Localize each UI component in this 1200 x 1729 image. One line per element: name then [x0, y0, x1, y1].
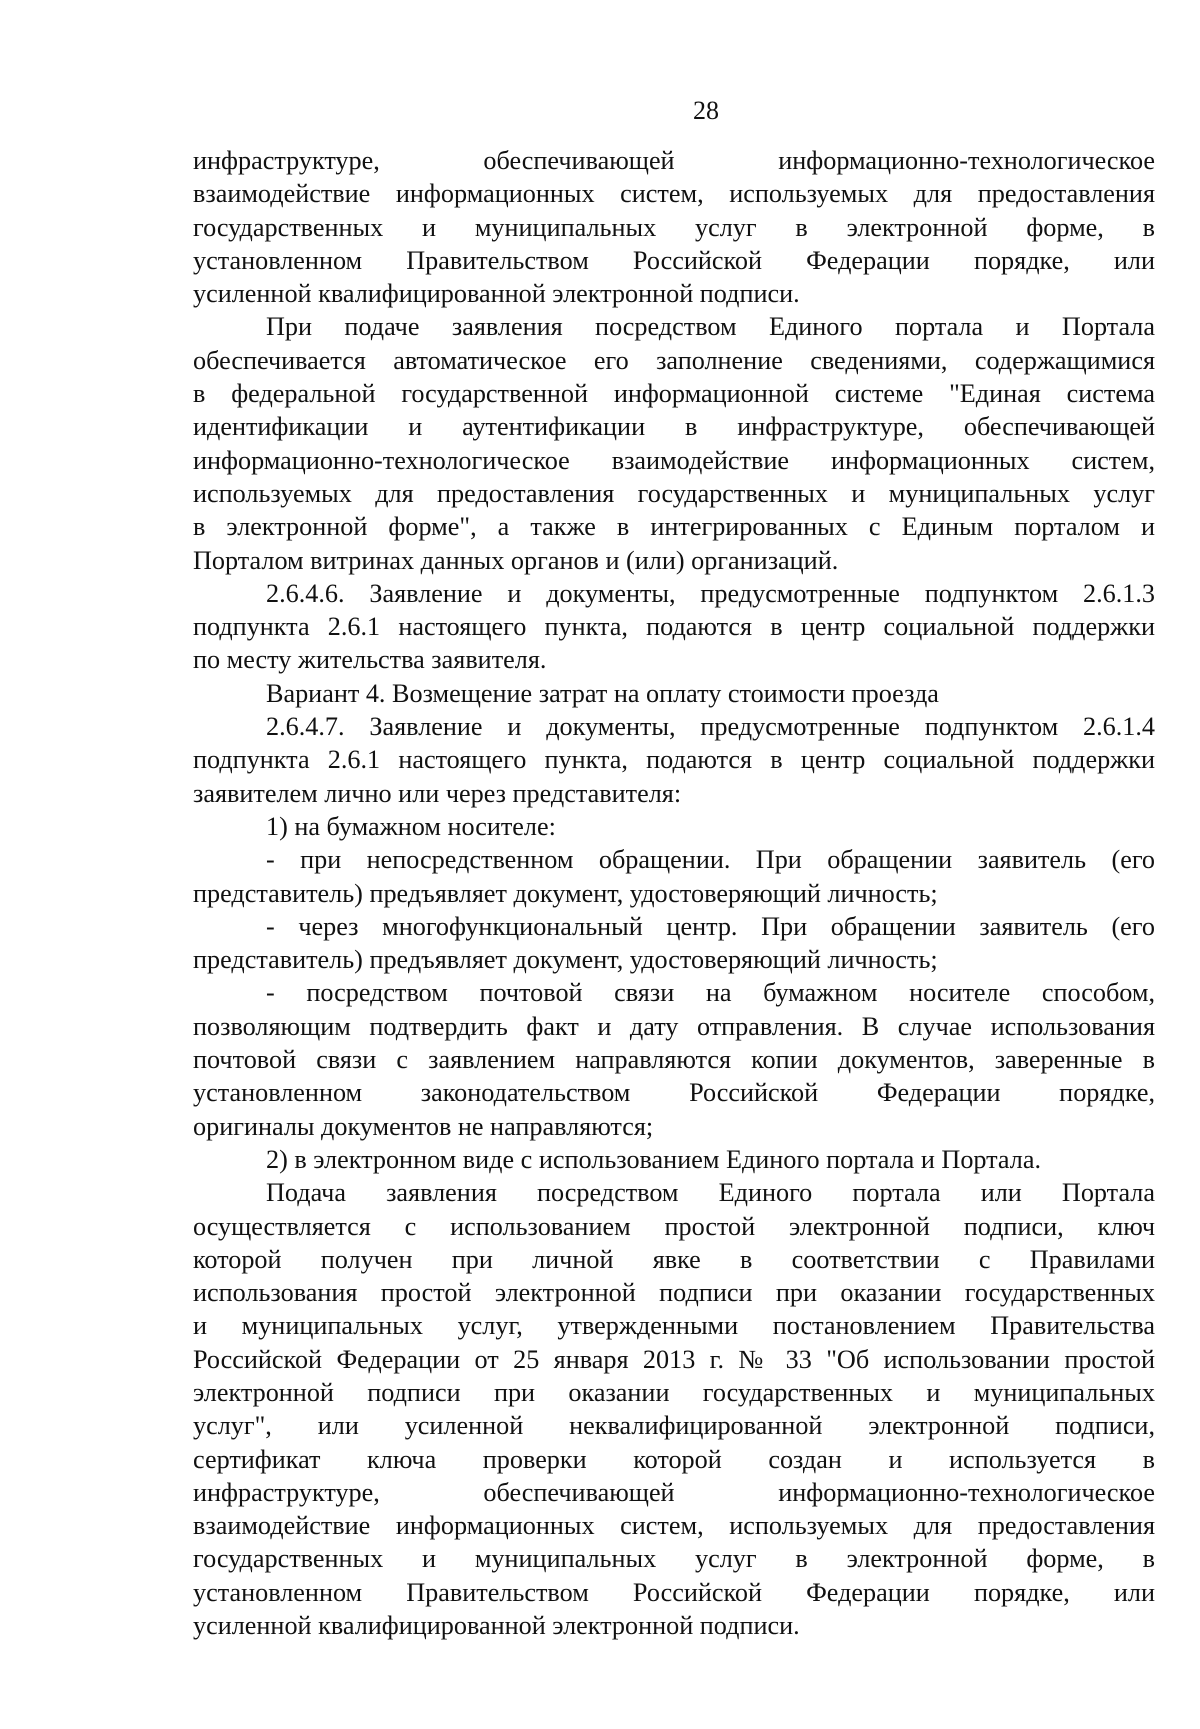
text-line: и муниципальных услуг, утвержденными постановлением Правительства — [193, 1311, 1155, 1341]
text-line: услуг", или усиленной неквалифицированной электронной подписи, — [193, 1411, 1155, 1441]
text-line: подпункта 2.6.1 настоящего пункта, подаются в центр социальной поддержки — [193, 612, 1155, 642]
text-line: представитель) предъявляет документ, удостоверяющий личность; — [193, 945, 938, 975]
text-line: заявителем лично или через представителя: — [193, 778, 682, 808]
text-line: Вариант 4. Возмещение затрат на оплату стоимости проезда — [266, 678, 939, 708]
text-line: 2.6.4.7. Заявление и документы, предусмотренные подпунктом 2.6.1.4 — [266, 712, 1155, 742]
text-line: подпункта 2.6.1 настоящего пункта, подаются в центр социальной поддержки — [193, 745, 1155, 775]
text-line: усиленной квалифицированной электронной подписи. — [193, 1611, 800, 1641]
text-line: государственных и муниципальных услуг в электронной форме, в — [193, 1544, 1155, 1574]
text-line: почтовой связи с заявлением направляются копии документов, заверенные в — [193, 1045, 1155, 1075]
text-line: 1) на бумажном носителе: — [266, 811, 556, 841]
text-line: взаимодействие информационных систем, используемых для предоставления — [193, 1511, 1155, 1541]
text-line: установленном законодательством Российской Федерации порядке, — [193, 1078, 1155, 1108]
text-line: осуществляется с использованием простой электронной подписи, ключ — [193, 1211, 1155, 1241]
text-line: - при непосредственном обращении. При обращении заявитель (его — [266, 845, 1155, 875]
text-line: При подаче заявления посредством Единого портала и Портала — [266, 312, 1155, 342]
page-number: 28 — [693, 96, 719, 125]
text-line: в федеральной государственной информационной системе "Единая система — [193, 379, 1155, 409]
text-line: инфраструктуре, обеспечивающей информационно-технологическое — [193, 146, 1155, 175]
text-line: государственных и муниципальных услуг в электронной форме, в — [193, 212, 1155, 242]
text-line: инфраструктуре, обеспечивающей информационно-технологическое — [193, 1477, 1155, 1507]
text-line: усиленной квалифицированной электронной подписи. — [193, 279, 800, 309]
text-line: взаимодействие информационных систем, используемых для предоставления — [193, 179, 1155, 209]
text-line: установленном Правительством Российской Федерации порядке, или — [193, 245, 1155, 275]
text-line: обеспечивается автоматическое его заполнение сведениями, содержащимися — [193, 345, 1155, 375]
text-line: 2) в электронном виде с использованием Единого портала и Портала. — [266, 1144, 1042, 1174]
text-line: представитель) предъявляет документ, удостоверяющий личность; — [193, 878, 938, 908]
text-line: Российской Федерации от 25 января 2013 г. № 33 "Об использовании простой — [193, 1344, 1155, 1374]
text-line: в электронной форме", а также в интегрированных с Единым порталом и — [193, 512, 1155, 542]
text-line: 2.6.4.6. Заявление и документы, предусмотренные подпунктом 2.6.1.3 — [266, 578, 1155, 608]
text-line: электронной подписи при оказании государственных и муниципальных — [193, 1377, 1155, 1407]
text-line: использования простой электронной подписи при оказании государственных — [193, 1278, 1155, 1308]
text-line: идентификации и аутентификации в инфраструктуре, обеспечивающей — [193, 412, 1155, 442]
text-line: - посредством почтовой связи на бумажном носителе способом, — [266, 978, 1155, 1008]
text-line: позволяющим подтвердить факт и дату отправления. В случае использования — [193, 1011, 1155, 1041]
text-line: используемых для предоставления государственных и муниципальных услуг — [193, 478, 1155, 508]
text-line: по месту жительства заявителя. — [193, 645, 547, 675]
text-line: оригиналы документов не направляются; — [193, 1111, 654, 1141]
document-body — [193, 144, 1155, 1642]
text-line: установленном Правительством Российской Федерации порядке, или — [193, 1577, 1155, 1607]
text-line: которой получен при личной явке в соответствии с Правилами — [193, 1244, 1155, 1274]
text-line: - через многофункциональный центр. При обращении заявитель (его — [266, 911, 1155, 941]
text-line: Порталом витринах данных органов и (или) организаций. — [193, 545, 839, 575]
text-line: сертификат ключа проверки которой создан и используется в — [193, 1444, 1155, 1474]
text-line: Подача заявления посредством Единого портала или Портала — [266, 1178, 1155, 1208]
text-line: информационно-технологическое взаимодействие информационных систем, — [193, 445, 1155, 475]
